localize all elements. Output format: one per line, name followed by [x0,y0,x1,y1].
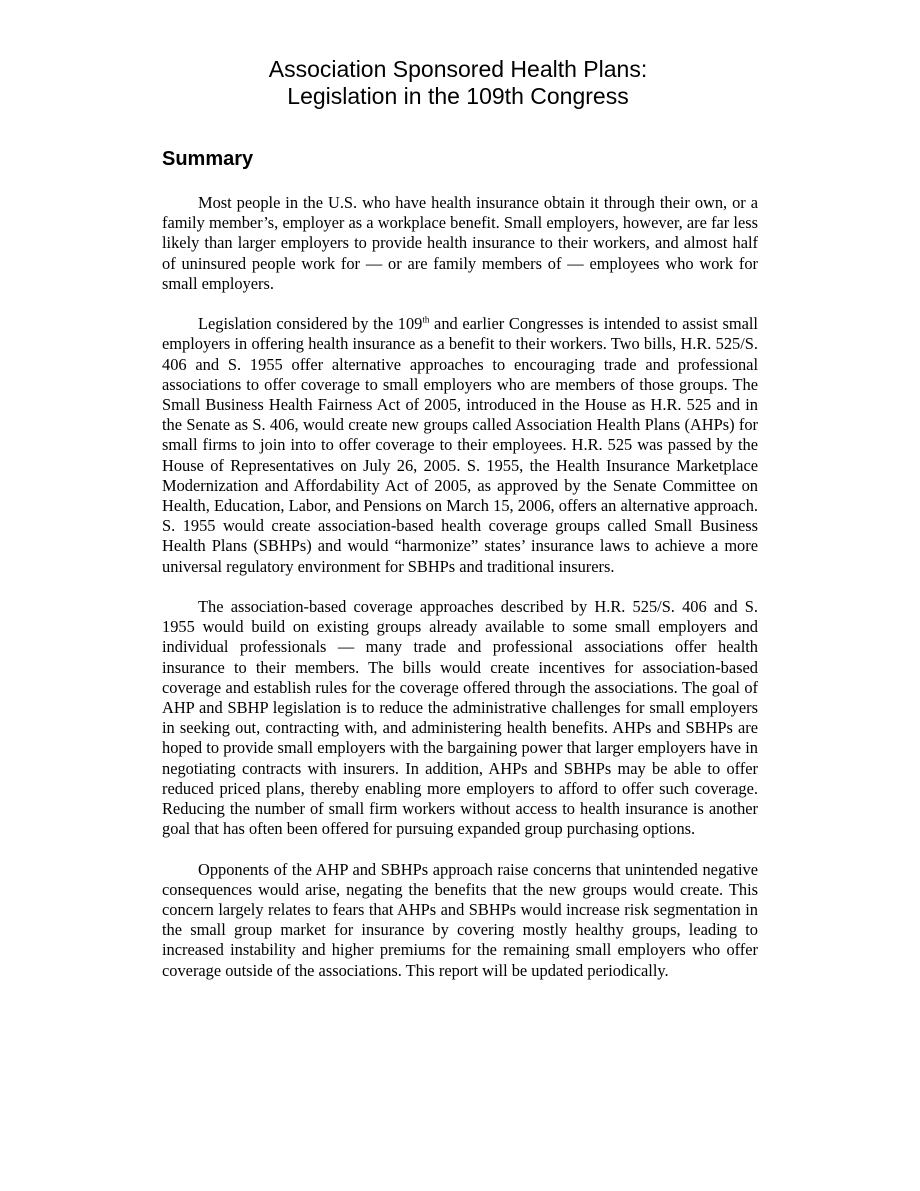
paragraph-2-rest: and earlier Congresses is intended to assist small employers in offering health insurance as a benefit to their workers. Two bills, H.R. 525/S. 406 and S. 1955 offer alternative approaches to encouraging trade and professional associations to offer coverage to small employers who are members of those groups. The Small Business Health Fairness Act of 2005, introduced in the House as H.R. 525 and in the Senate as S. 406, would create new groups called Association Health Plans (AHPs) for small firms to join into to offer coverage to their employees. H.R. 525 was passed by the House of Representatives on July 26, 2005. S. 1955, the Health Insurance Marketplace Modernization and Affordability Act of 2005, as approved by the Senate Committee on Health, Education, Labor, and Pensions on March 15, 2006, offers an alternative approach. S. 1955 would create association-based health coverage groups called Small Business Health Plans (SBHPs) and would “harmonize” states’ insurance laws to achieve a more universal regulatory environment for SBHPs and traditional insurers. [162,314,758,576]
paragraph-2-lead: Legislation considered by the 109 [198,314,423,334]
summary-heading: Summary [162,148,254,170]
report-title-line-1: Association Sponsored Health Plans: [268,56,648,82]
ordinal-superscript: th [422,314,430,325]
summary-paragraph-3: The association-based coverage approaches described by H.R. 525/S. 406 and S. 1955 would build on existing groups already available to some small employers and individual professionals — many trade and professional associations offer health insurance to their members. The bills would create incentives for association-based coverage and establish rules for the coverage offered through the associations. The goal of AHP and SBHP legislation is to reduce the administrative challenges for small employers in seeking out, contracting with, and administering health benefits. AHPs and SBHPs are hoped to provide small employers with the bargaining power that larger employers have in negotiating contracts with insurers. In addition, AHPs and SBHPs may be able to offer reduced priced plans, thereby enabling more employers to afford to offer such coverage. Reducing the number of small firm workers without access to health insurance is another goal that has often been offered for pursuing expanded group purchasing options. [162,597,758,839]
report-title-line-2: Legislation in the 109th Congress [287,83,629,109]
summary-body [162,193,758,1001]
summary-paragraph-1: Most people in the U.S. who have health insurance obtain it through their own, or a family member’s, employer as a workplace benefit. Small employers, however, are far less likely than larger employers to provide health insurance to their workers, and almost half of uninsured people work for — or are family members of — employees who work for small employers. [162,193,758,293]
summary-paragraph-4: Opponents of the AHP and SBHPs approach raise concerns that unintended negative consequences would arise, negating the benefits that the new groups would create. This concern largely relates to fears that AHPs and SBHPs would increase risk segmentation in the small group market for insurance by covering mostly healthy groups, leading to increased instability and higher premiums for the remaining small employers who offer coverage outside of the associations. This report will be updated periodically. [162,859,758,980]
summary-paragraph-2 [162,314,758,577]
report-title [160,56,756,110]
